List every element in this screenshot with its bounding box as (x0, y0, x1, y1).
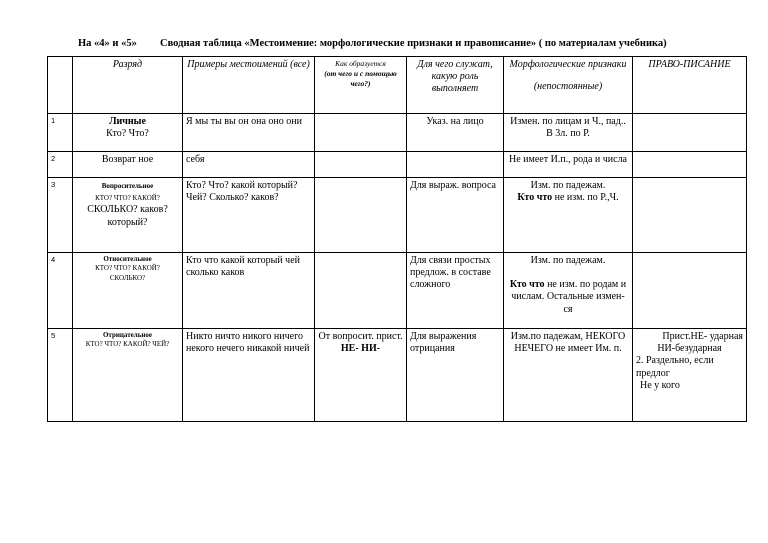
header-role: Для чего служат, какую роль выполняет (407, 57, 504, 114)
rank-question: КТО? ЧТО? КАКОЙ? (95, 264, 160, 273)
header-rank: Разряд (73, 57, 183, 114)
rank-cell (73, 114, 183, 152)
role-cell: Для выражения отрицания (407, 329, 504, 422)
header-num (48, 57, 73, 114)
rank-question: СКОЛЬКО? каков? (87, 204, 168, 216)
header-morph-line2: (непостоянные) (533, 81, 603, 93)
formed-cell (315, 329, 407, 422)
spelling-cell (633, 253, 747, 329)
row-number: 5 (48, 329, 73, 422)
morph-line: Изм. по падежам. (530, 255, 606, 266)
header-formed (315, 57, 407, 114)
morph-cell: Не имеет И.п., рода и числа (504, 152, 633, 178)
header-morph-line1: Морфологические признаки (509, 59, 627, 70)
morph-line: не изм. по родам и числам. Остальные измен-ся (511, 279, 627, 315)
table-row (48, 152, 747, 178)
formed-cell (315, 178, 407, 253)
rank-name: Отрицательное (102, 331, 153, 339)
rank-name: Возврат ное (73, 152, 183, 178)
rank-question: КТО? ЧТО? КАКОЙ? ЧЕЙ? (85, 340, 170, 349)
table-row (48, 253, 747, 329)
rank-name: Относительное (103, 255, 152, 263)
header-formed-line1: Как образуется (335, 59, 386, 68)
header-morph (504, 57, 633, 114)
rank-name: Вопросительное (101, 182, 154, 190)
rank-question: который? (107, 216, 148, 228)
spelling-cell (633, 152, 747, 178)
formed-cell (315, 114, 407, 152)
examples-cell: себя (183, 152, 315, 178)
examples-cell: Никто ничто никого ничего некого нечего никакой ничей (183, 329, 315, 422)
row-number: 2 (48, 152, 73, 178)
morph-cell (504, 253, 633, 329)
rank-cell (73, 329, 183, 422)
examples-cell: Кто? Что? какой который? Чей? Сколько? каков? (183, 178, 315, 253)
header-examples: Примеры местоимений (все) (183, 57, 315, 114)
spelling-line: 2. Раздельно, если предлог (636, 355, 714, 379)
morph-bold: Кто что (517, 192, 553, 204)
grade-label: На «4» и «5» (78, 38, 137, 49)
table-row (48, 329, 747, 422)
role-cell: Для связи простых предлож. в составе сложного (407, 253, 504, 329)
morph-cell (504, 178, 633, 253)
morph-cell: Изм.по падежам, НЕКОГО НЕЧЕГО не имеет Им. п. (504, 329, 633, 422)
table-row (48, 114, 747, 152)
role-cell: Для выраж. вопроса (407, 178, 504, 253)
header-formed-line2: (от чего и с помощью чего?) (324, 68, 397, 88)
spelling-cell (633, 329, 747, 422)
table-row (48, 178, 747, 253)
formed-cell (315, 152, 407, 178)
rank-cell (73, 178, 183, 253)
morph-line: Изм. по падежам. (530, 180, 606, 191)
table-title: Сводная таблица «Местоимение: морфологические признаки и правописание» ( по материалам учебника) (160, 38, 667, 49)
role-cell (407, 152, 504, 178)
formed-cell (315, 253, 407, 329)
formed-prefixes: НЕ- НИ- (340, 343, 381, 355)
rank-question: СКОЛЬКО? (109, 273, 146, 282)
spelling-line: Не у кого (640, 379, 680, 391)
morph-cell: Измен. по лицам и Ч., пад.. В 3л. по Р. (504, 114, 633, 152)
morph-line: не изм. по Р.,Ч. (552, 192, 619, 204)
spelling-cell (633, 178, 747, 253)
rank-name: Личные (109, 116, 146, 127)
pronoun-summary-table (47, 56, 747, 422)
row-number: 4 (48, 253, 73, 329)
header-spelling: ПРАВО-ПИСАНИЕ (633, 57, 747, 114)
row-number: 1 (48, 114, 73, 152)
examples-cell: Кто что какой который чей сколько каков (183, 253, 315, 329)
header-row (48, 57, 747, 114)
morph-bold: Кто что (509, 279, 545, 291)
spelling-line: Прист.НЕ- ударная (662, 331, 743, 342)
spelling-cell (633, 114, 747, 152)
spelling-line: НИ-безударная (657, 343, 722, 355)
row-number: 3 (48, 178, 73, 253)
formed-line: От вопросит. прист. (318, 331, 403, 342)
rank-question: КТО? ЧТО? КАКОЙ? (95, 194, 160, 203)
role-cell: Указ. на лицо (407, 114, 504, 152)
rank-question: Кто? Что? (106, 128, 149, 140)
rank-cell (73, 253, 183, 329)
examples-cell: Я мы ты вы он она оно они (183, 114, 315, 152)
